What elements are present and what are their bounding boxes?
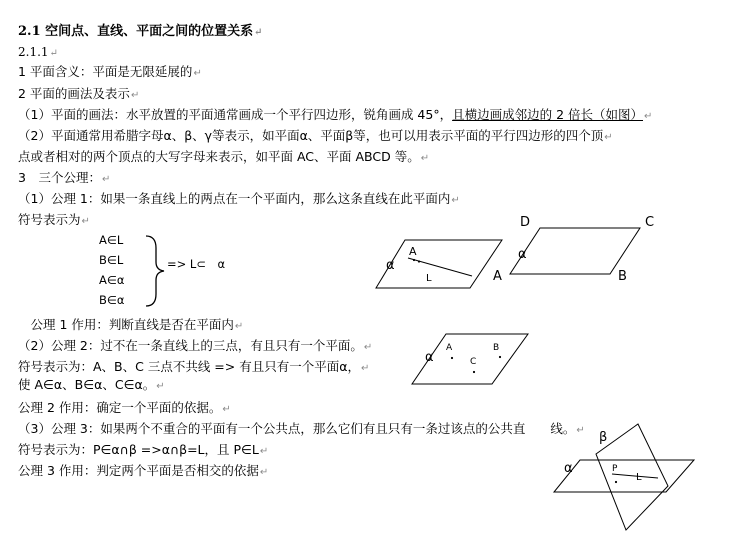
line-axiom2-use: 公理 2 作用：确定一个平面的依据。↵ bbox=[18, 400, 231, 415]
page-title: 2.1 空间点、直线、平面之间的位置关系↵ bbox=[18, 24, 263, 39]
label-d: D bbox=[520, 215, 531, 230]
label-a: A bbox=[493, 269, 502, 284]
line-l bbox=[408, 258, 472, 276]
axiom1-implies: => L⊂ α bbox=[167, 257, 226, 271]
plane-parallelogram-abcd bbox=[510, 228, 640, 274]
label-l: L bbox=[426, 273, 432, 284]
line-notation: （2）平面通常用希腊字母α、β、γ等表示，如平面α、平面β等，也可以用表示平面的平行四边形的四个顶↵ bbox=[18, 128, 613, 143]
label-alpha: α bbox=[425, 350, 434, 365]
axiom1-a-in-alpha: A∈α bbox=[99, 273, 125, 287]
axiom1-b-in-alpha: B∈α bbox=[99, 293, 125, 307]
label-alpha: α bbox=[386, 258, 395, 273]
label-c: C bbox=[645, 215, 655, 230]
line-axiom2: （2）公理 2：过不在一条直线上的三点，有且只有一个平面。↵ bbox=[18, 338, 373, 353]
figure-three-points bbox=[408, 330, 530, 388]
line-three-axioms: 3 三个公理：↵ bbox=[18, 170, 111, 185]
plane-alpha bbox=[554, 460, 694, 492]
line-axiom1-use: 公理 1 作用：判断直线是否在平面内↵ bbox=[18, 317, 244, 332]
axiom1-b-in-l: B∈L bbox=[99, 253, 124, 267]
plane-parallelogram bbox=[376, 240, 502, 288]
line-axiom3-use: 公理 3 作用：判定两个平面是否相交的依据↵ bbox=[18, 463, 269, 478]
label-alpha: α bbox=[564, 461, 573, 476]
line-axiom3: （3）公理 3：如果两个不重合的平面有一个公共点，那么它们有且只有一条过该点的公共直 线。↵ bbox=[18, 421, 585, 436]
section-number: 2.1.1↵ bbox=[18, 45, 58, 59]
label-a: A bbox=[409, 245, 417, 258]
figure-intersecting-planes bbox=[550, 418, 700, 534]
label-alpha: α bbox=[518, 247, 527, 262]
point-b bbox=[418, 260, 420, 262]
figure-plane-with-line bbox=[372, 236, 504, 294]
axiom1-a-in-l: A∈L bbox=[99, 233, 124, 247]
point-c bbox=[473, 371, 475, 373]
label-a: A bbox=[446, 343, 453, 353]
figure-plane-abcd bbox=[490, 212, 655, 284]
label-c: C bbox=[470, 357, 477, 367]
line-drawing-method: （1）平面的画法：水平放置的平面通常画成一个平行四边形，锐角画成 45°，且横边画成邻边的 2 倍长（如图）↵ bbox=[18, 107, 653, 122]
point-a bbox=[413, 259, 415, 261]
label-b: B bbox=[493, 343, 500, 353]
line-symbol-label: 符号表示为↵ bbox=[18, 212, 90, 227]
line-axiom3-symbol: 符号表示为：P∈α∩β =>α∩β=L，且 P∈L↵ bbox=[18, 442, 269, 457]
point-p bbox=[615, 481, 617, 483]
intersection-line-l bbox=[612, 474, 658, 478]
label-b: B bbox=[618, 269, 627, 284]
line-axiom1: （1）公理 1：如果一条直线上的两点在一个平面内，那么这条直线在此平面内↵ bbox=[18, 191, 460, 206]
point-b bbox=[499, 356, 501, 358]
line-plane-meaning: 1 平面含义：平面是无限延展的↵ bbox=[18, 64, 202, 79]
label-beta: β bbox=[599, 430, 608, 445]
line-axiom2-membership: 使 A∈α、B∈α、C∈α。↵ bbox=[18, 377, 165, 392]
line-notation-cont: 点或者相对的两个顶点的大写字母来表示，如平面 AC、平面 ABCD 等。↵ bbox=[18, 149, 430, 164]
label-l: L bbox=[636, 472, 642, 483]
point-a bbox=[451, 357, 453, 359]
label-p: P bbox=[612, 464, 618, 474]
line-axiom2-symbol: 符号表示为：A、B、C 三点不共线 => 有且只有一个平面α，↵ bbox=[18, 359, 370, 374]
line-plane-drawing: 2 平面的画法及表示↵ bbox=[18, 86, 140, 101]
